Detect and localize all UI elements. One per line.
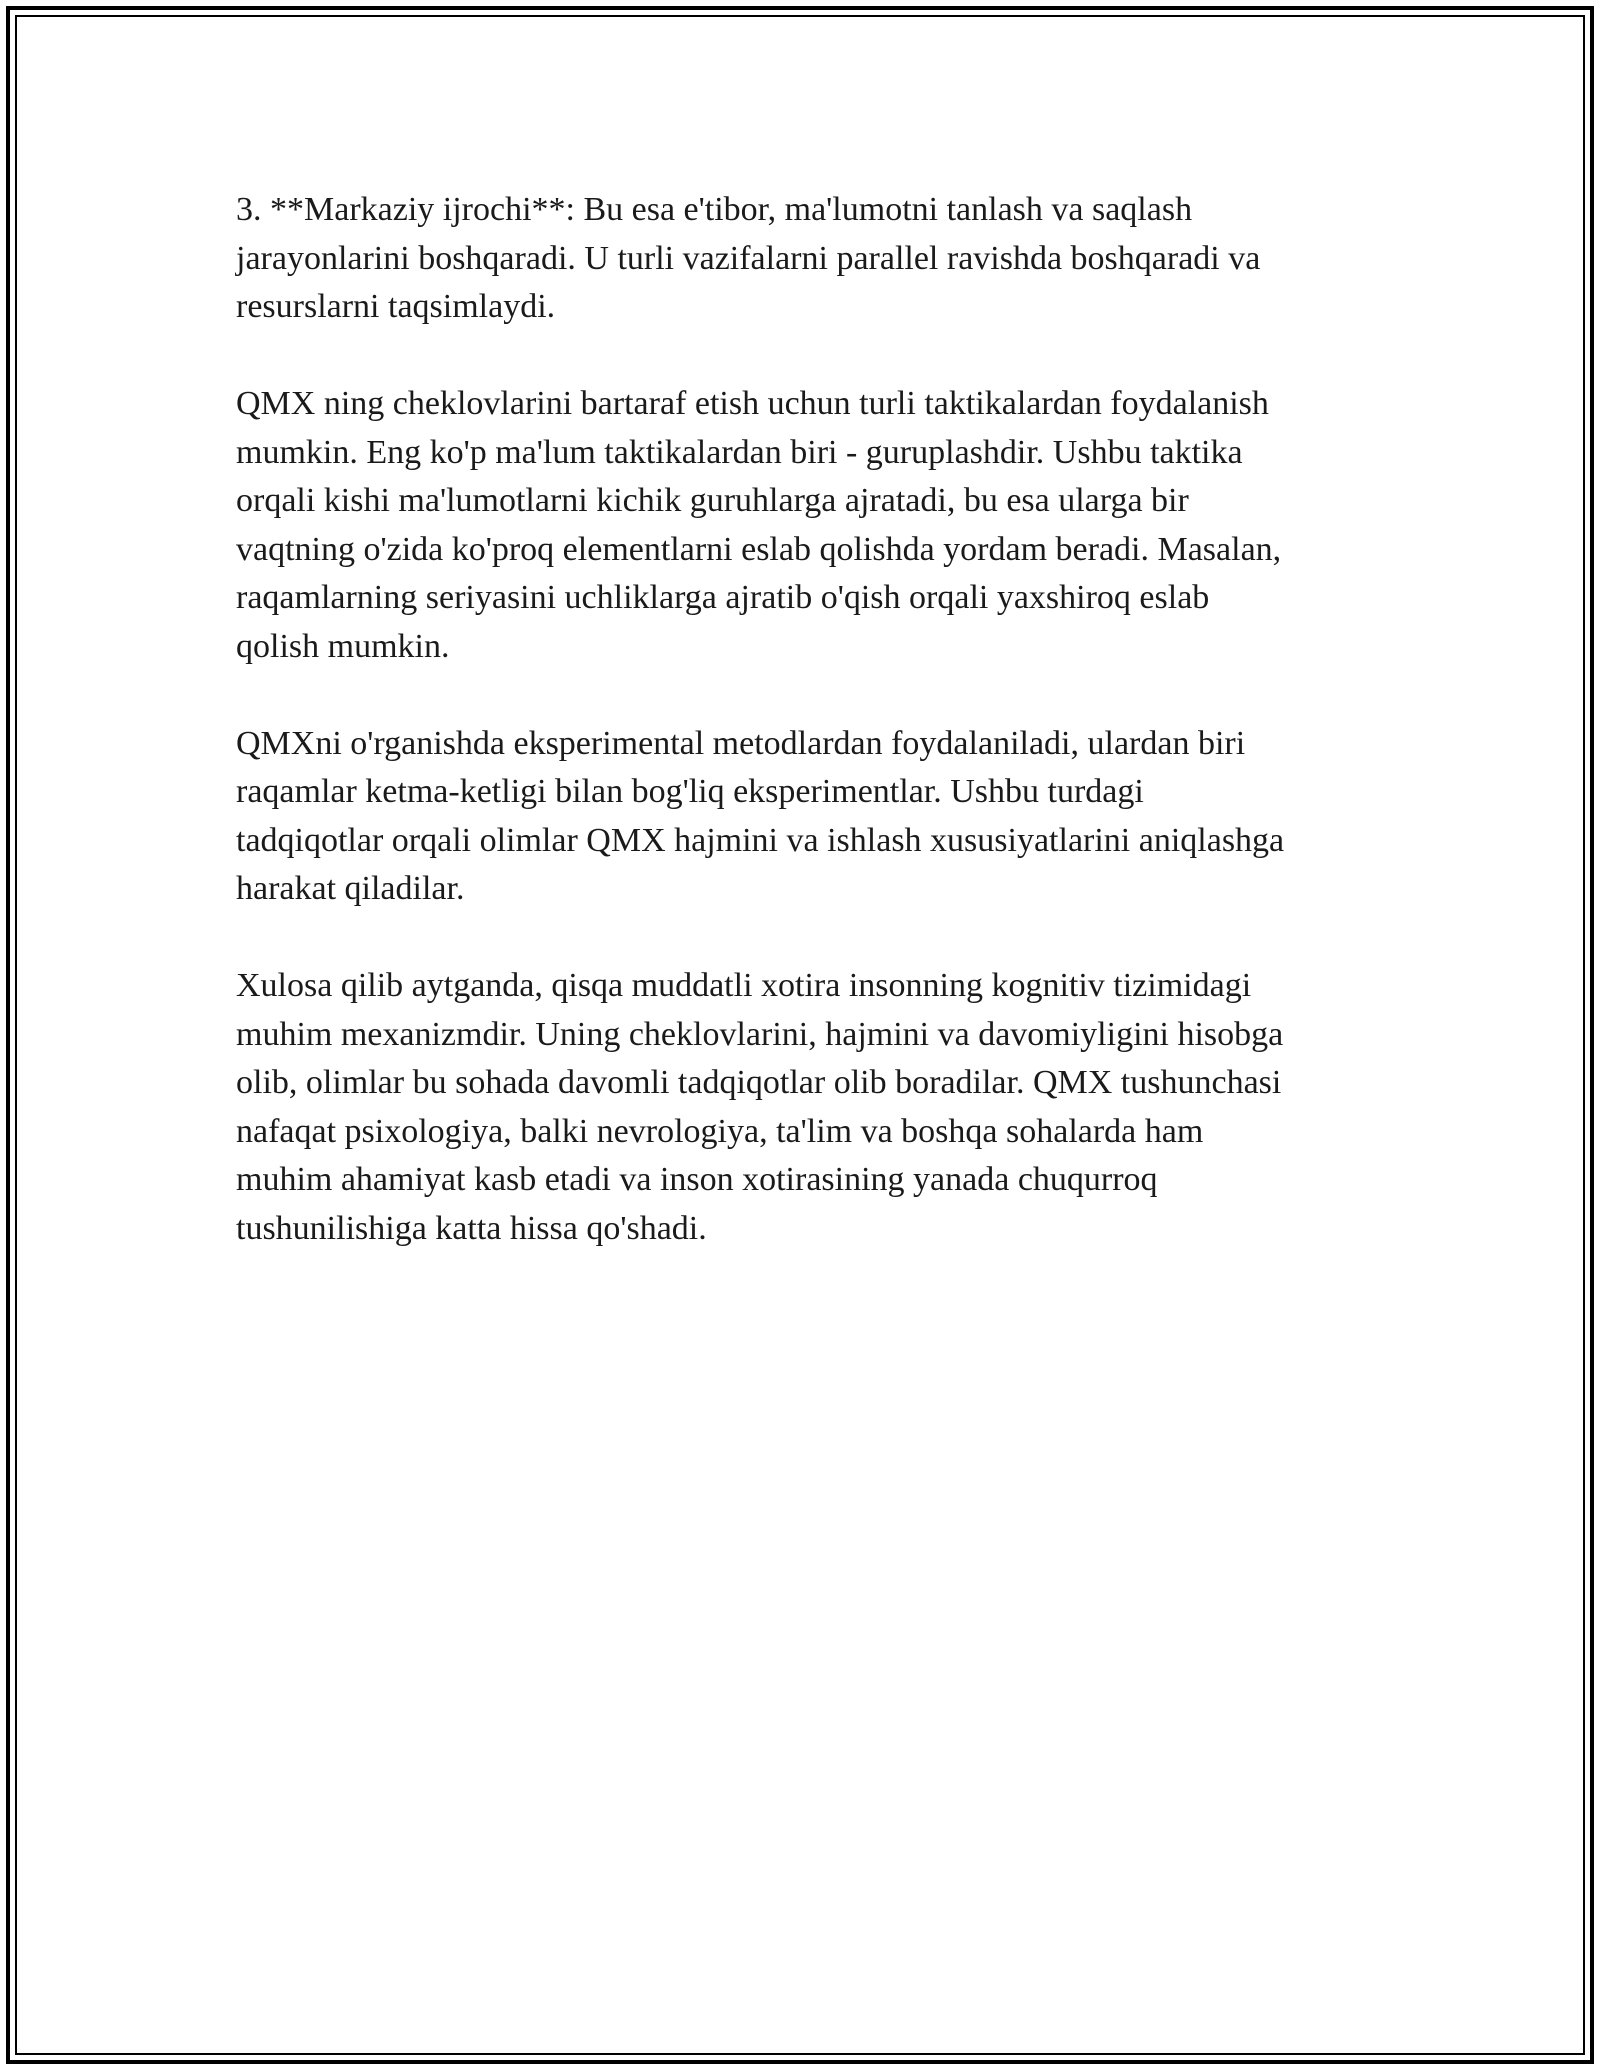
text-line: nafaqat psixologiya, balki nevrologiya, ta'lim va boshqa sohalarda ham bbox=[236, 1112, 1204, 1150]
text-line: tushunilishiga katta hissa qo'shadi. bbox=[236, 1209, 707, 1247]
text-line: muhim ahamiyat kasb etadi va inson xotirasining yanada chuqurroq bbox=[236, 1161, 1158, 1198]
text-line: vaqtning o'zida ko'proq elementlarni eslab qolishda yordam beradi. Masalan, bbox=[236, 530, 1282, 568]
paragraph-xulosa bbox=[236, 962, 1396, 1253]
text-line: QMXni o'rganishda eksperimental metodlardan foydalaniladi, ulardan biri bbox=[236, 724, 1246, 762]
text-line: Xulosa qilib aytganda, qisqa muddatli xotira insonning kognitiv tizimidagi bbox=[236, 967, 1252, 1004]
text-line: raqamlar ketma-ketligi bilan bog'liq eksperimentlar. Ushbu turdagi bbox=[236, 773, 1144, 810]
paragraph-markaziy-ijrochi bbox=[236, 186, 1396, 332]
text-line: muhim mexanizmdir. Uning cheklovlarini, hajmini va davomiyligini hisobga bbox=[236, 1015, 1284, 1053]
text-line: olib, olimlar bu sohada davomli tadqiqotlar olib boradilar. QMX tushunchasi bbox=[236, 1064, 1282, 1101]
text-line: resurslarni taqsimlaydi. bbox=[236, 288, 556, 325]
text-line: 3. **Markaziy ijrochi**: Bu esa e'tibor, ma'lumotni tanlash va saqlash bbox=[236, 191, 1193, 228]
text-line: jarayonlarini boshqaradi. U turli vazifalarni parallel ravishda boshqaradi va bbox=[236, 239, 1261, 277]
text-line: harakat qiladilar. bbox=[236, 870, 465, 907]
text-line: QMX ning cheklovlarini bartaraf etish uchun turli taktikalardan foydalanish bbox=[236, 385, 1269, 422]
text-line: qolish mumkin. bbox=[236, 627, 450, 665]
document-body bbox=[236, 186, 1396, 1302]
text-line: tadqiqotlar orqali olimlar QMX hajmini va ishlash xususiyatlarini aniqlashga bbox=[236, 821, 1285, 859]
text-line: mumkin. Eng ko'p ma'lum taktikalardan biri - guruplashdir. Ushbu taktika bbox=[236, 433, 1243, 471]
paragraph-eksperimental-metodlar bbox=[236, 720, 1396, 914]
text-line: orqali kishi ma'lumotlarni kichik guruhlarga ajratadi, bu esa ularga bir bbox=[236, 482, 1189, 519]
paragraph-qmx-taktikalar bbox=[236, 380, 1396, 671]
text-line: raqamlarning seriyasini uchliklarga ajratib o'qish orqali yaxshiroq eslab bbox=[236, 579, 1210, 616]
